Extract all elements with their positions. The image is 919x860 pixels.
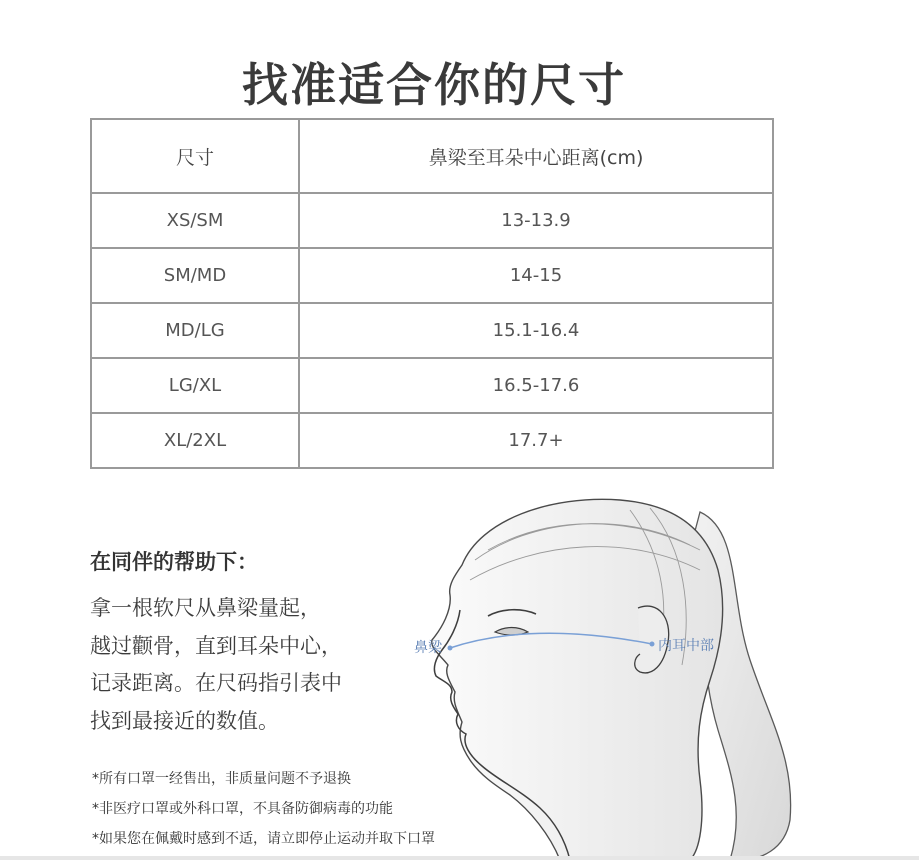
column-header-distance: 鼻梁至耳朵中心距离(cm) xyxy=(299,119,773,193)
table-header-row xyxy=(91,119,773,193)
disclaimer-note: *非医疗口罩或外科口罩，不具备防御病毒的功能 xyxy=(92,801,393,817)
disclaimer-note: *所有口罩一经售出，非质量问题不予退换 xyxy=(92,771,351,787)
inner-ear-label: 内耳中部 xyxy=(658,638,714,654)
size-cell: SM/MD xyxy=(91,248,299,303)
distance-cell: 13-13.9 xyxy=(299,193,773,248)
size-cell: MD/LG xyxy=(91,303,299,358)
nose-bridge-label: 鼻梁 xyxy=(414,640,442,656)
size-cell: XS/SM xyxy=(91,193,299,248)
instruction-line: 记录距离。在尺码指引表中 xyxy=(90,671,342,695)
instructions-heading: 在同伴的帮助下： xyxy=(90,550,258,574)
distance-cell: 17.7+ xyxy=(299,413,773,468)
size-cell: XL/2XL xyxy=(91,413,299,468)
distance-cell: 16.5-17.6 xyxy=(299,358,773,413)
table-row xyxy=(91,413,773,468)
measurement-instructions xyxy=(90,546,410,740)
disclaimer-notes xyxy=(92,764,532,854)
page-title: 找准适合你的尺寸 xyxy=(242,57,626,112)
size-chart-table xyxy=(90,118,774,469)
size-cell: LG/XL xyxy=(91,358,299,413)
distance-cell: 15.1-16.4 xyxy=(299,303,773,358)
bottom-divider xyxy=(0,856,919,860)
table-row xyxy=(91,358,773,413)
instruction-line: 拿一根软尺从鼻梁量起， xyxy=(90,596,321,620)
distance-cell: 14-15 xyxy=(299,248,773,303)
table-row xyxy=(91,193,773,248)
instruction-line: 越过颧骨，直到耳朵中心， xyxy=(90,633,342,658)
table-row xyxy=(91,248,773,303)
table-row xyxy=(91,303,773,358)
disclaimer-note: *如果您在佩戴时感到不适，请立即停止运动并取下口罩 xyxy=(92,831,435,847)
column-header-size: 尺寸 xyxy=(91,119,299,193)
instruction-line: 找到最接近的数值。 xyxy=(90,708,279,733)
nose-point-marker xyxy=(448,646,453,651)
ear-point-marker xyxy=(650,642,655,647)
